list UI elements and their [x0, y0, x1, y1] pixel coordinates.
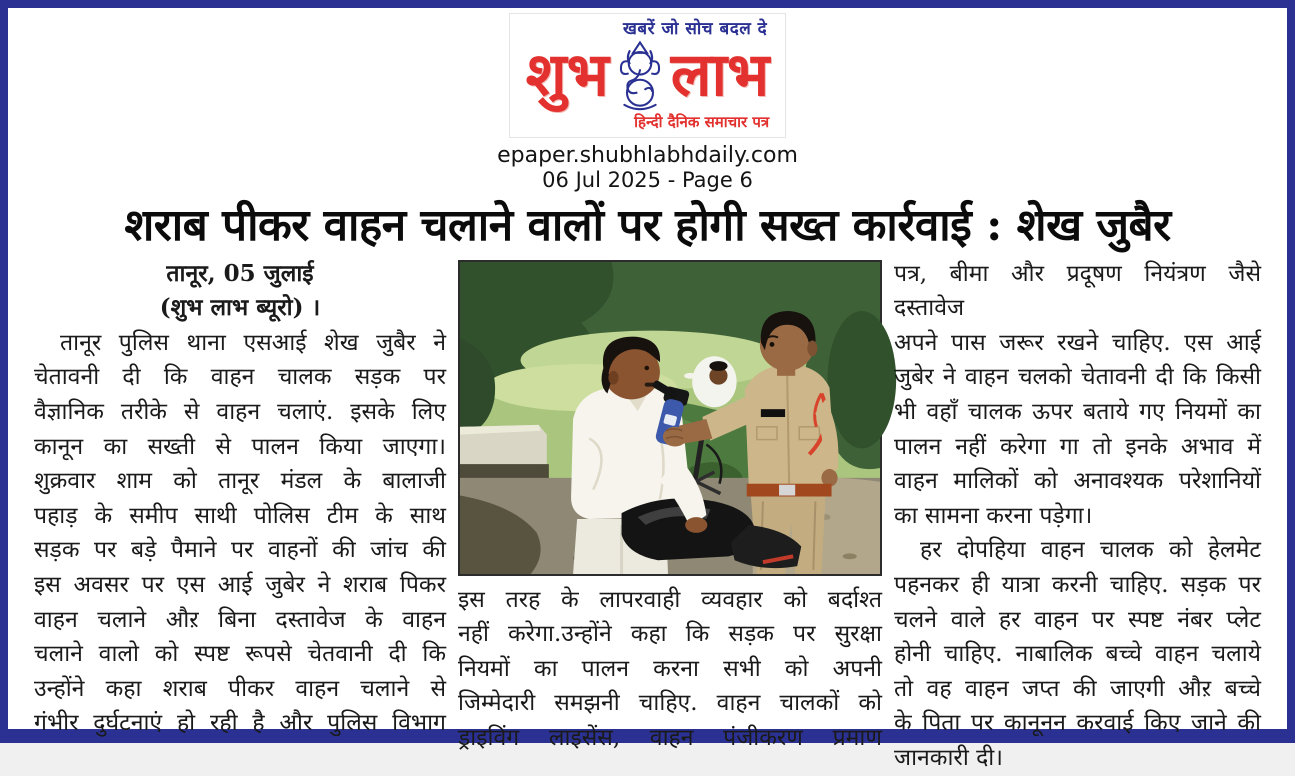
column2-text	[458, 583, 882, 756]
text-line: कानून का सख्ती से पालन किया जाएगा।	[34, 433, 446, 460]
dateline: तानूर, 05 जुलाई	[166, 259, 314, 287]
text-line: ड्राइविंग लाइसेंस, वाहन पंजीकरण प्रमाण	[458, 724, 882, 751]
epaper-url: epaper.shubhlabhdaily.com	[497, 143, 798, 168]
text-line: चलने वाले हर वाहन पर स्पष्ट नंबर प्लेट	[894, 606, 1261, 633]
masthead-subtitle: हिन्दी दैनिक समाचार पत्र	[634, 113, 770, 131]
text-line: उन्होंने कहा शराब पीकर वाहन चलाने से	[34, 675, 446, 702]
text-line: तानूर पुलिस थाना एसआई शेख जुबैर ने	[60, 329, 446, 356]
article-body	[8, 257, 1287, 776]
article-column-3	[894, 257, 1261, 776]
photo-scene	[460, 262, 880, 574]
text-line: अपने पास जरूर रखने चाहिए. एस आई	[894, 329, 1261, 356]
article-column-1	[34, 257, 446, 776]
text-line: पहनकर ही यात्रा करनी चाहिए. सड़क पर	[894, 571, 1261, 598]
text-line: वाहन चलाने औऱ बिना दस्तावेज के वाहन	[34, 606, 446, 633]
text-line: इस अवसर पर एस आई जुबेर ने शराब पिकर	[34, 571, 446, 598]
article-headline: शराब पीकर वाहन चलाने वालों पर होगी सख्त कार्रवाई : शेख जुबैर	[124, 200, 1171, 251]
text-line: जुबेर ने वाहन चलको चेतावनी दी कि किसी	[894, 364, 1261, 391]
logo-word-shubh: शुभ	[525, 39, 609, 110]
text-line: जानकारी दी।	[894, 744, 1003, 771]
logo-row	[526, 39, 769, 111]
ganesha-icon	[614, 39, 666, 111]
article-photo	[458, 260, 882, 576]
column1-text	[34, 326, 446, 741]
text-line: के पिता पर कानूनन करवाई किए जाने की	[894, 710, 1261, 737]
text-line: जिम्मेदारी समझनी चाहिए. वाहन चालकों को	[458, 690, 882, 717]
text-line: वाहन मालिकों को अनावश्यक परेशानियों	[894, 468, 1261, 495]
text-line: भी वहाँ चालक ऊपर बताये गए नियमों का	[894, 398, 1261, 425]
text-line: चेतावनी दी कि वाहन चालक सड़क पर	[34, 364, 446, 391]
text-line: का सामना करना पड़ेगा।	[894, 502, 1093, 529]
text-line: पत्र, बीमा और प्रदूषण नियंत्रण जैसे दस्तावेज	[894, 260, 1261, 322]
text-line: गंभीर दुर्घटनाएं हो रही है और पुलिस विभाग	[34, 710, 446, 737]
column3-paragraph-1	[894, 257, 1261, 534]
text-line: तो वह वाहन जप्त की जाएगी औऱ बच्चे	[894, 675, 1261, 702]
text-line: इस तरह के लापरवाही व्यवहार को बर्दाश्त	[458, 586, 882, 613]
text-line: नहीं करेगा.उन्होंने कहा कि सड़क पर सुरक्षा	[458, 621, 882, 648]
text-line: सड़क पर बड़े पैमाने पर वाहनों की जांच की	[34, 537, 446, 564]
masthead-tagline: खबरें जो सोच बदल दे	[622, 19, 768, 39]
text-line: पालन नहीं करेगा गा तो इनके अभाव में	[894, 433, 1261, 460]
column3-paragraph-2	[894, 533, 1261, 775]
text-line: होनी चाहिए. नाबालिक बच्चे वाहन चलाये	[894, 641, 1261, 668]
text-line: शुक्रवार शाम को तानूर मंडल के बालाजी	[34, 468, 446, 495]
text-line: वैज्ञानिक तरीके से वाहन चलाएं. इसके लिए	[34, 398, 446, 425]
article-column-2	[458, 257, 882, 776]
logo-word-labh: लाभ	[670, 39, 770, 110]
date-page-info: 06 Jul 2025 - Page 6	[542, 168, 753, 192]
masthead	[8, 8, 1287, 192]
text-line: चलाने वालो को स्पष्ट रूपसे चेतवानी दी कि	[34, 641, 446, 668]
byline: (शुभ लाभ ब्यूरो) ।	[159, 294, 321, 322]
text-line: हर दोपहिया वाहन चालक को हेलमेट	[920, 537, 1261, 564]
text-line: नियमों का पालन करना सभी को अपनी	[458, 655, 882, 682]
text-line: पहाड़ के समीप साथी पोलिस टीम के साथ	[34, 502, 446, 529]
newspaper-logo	[509, 13, 786, 138]
